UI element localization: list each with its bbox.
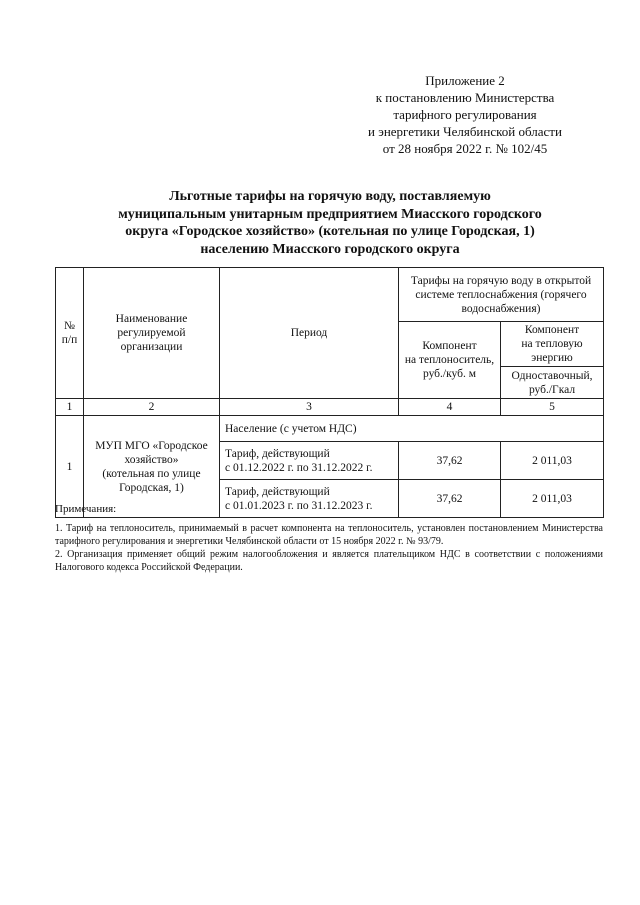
- row-num: 1: [56, 416, 84, 518]
- column-number: 1: [56, 399, 84, 416]
- appendix-header: [340, 72, 590, 157]
- column-number: 4: [399, 399, 501, 416]
- column-number: 3: [220, 399, 399, 416]
- note-item: 2. Организация применяет общий режим налогообложения и является плательщиком НДС в соответствии с положениями Налогового кодекса Российской Федерации.: [55, 549, 603, 573]
- column-numbers-row: [56, 399, 604, 416]
- notes-heading: Примечания:: [55, 503, 117, 515]
- carrier-value: 37,62: [399, 480, 501, 518]
- appendix-line: тарифного регулирования: [393, 107, 537, 122]
- table-row: [56, 416, 604, 442]
- column-number: 5: [501, 399, 604, 416]
- header-num: № п/п: [56, 268, 84, 399]
- appendix-line: Приложение 2: [425, 73, 505, 88]
- header-period: Период: [220, 268, 399, 399]
- title-line: населению Миасского городского округа: [200, 241, 460, 257]
- notes-section: [55, 503, 603, 574]
- header-component-energy: Компонент на тепловую энергию: [501, 322, 604, 367]
- energy-value: 2 011,03: [501, 442, 604, 480]
- tariff-table: [55, 267, 604, 518]
- title-line: округа «Городское хозяйство» (котельная по улице Городская, 1): [125, 224, 535, 239]
- title-line: Льготные тарифы на горячую воду, поставляемую: [169, 189, 491, 204]
- header-component-carrier: Компонент на теплоноситель, руб./куб. м: [399, 322, 501, 399]
- header-organization: Наименование регулируемой организации: [84, 268, 220, 399]
- row-organization: МУП МГО «Городское хозяйство» (котельная по улице Городская, 1): [84, 416, 220, 518]
- row-group-label: Население (с учетом НДС): [220, 416, 604, 442]
- energy-value: 2 011,03: [501, 480, 604, 518]
- column-number: 2: [84, 399, 220, 416]
- title-line: муниципальным унитарным предприятием Миасского городского: [118, 206, 542, 222]
- period-label: Тариф, действующий с 01.12.2022 г. по 31.12.2022 г.: [220, 442, 399, 480]
- carrier-value: 37,62: [399, 442, 501, 480]
- note-item: 1. Тариф на теплоноситель, принимаемый в расчет компонента на теплоноситель, установлен постановлением Министерства тарифного регулирования и энергетики Челябинской области от 15 ноября 2022 г. № 93/79.: [55, 523, 603, 547]
- appendix-line: и энергетики Челябинской области: [368, 124, 562, 139]
- header-tariffs-group: Тарифы на горячую воду в открытой системе теплоснабжения (горячего водоснабжения): [399, 268, 604, 322]
- appendix-line: от 28 ноября 2022 г. № 102/45: [382, 141, 548, 156]
- document-title: [60, 188, 600, 258]
- period-label: Тариф, действующий с 01.01.2023 г. по 31.12.2023 г.: [220, 480, 399, 518]
- header-single-rate: Одноставочный, руб./Гкал: [501, 367, 604, 399]
- appendix-line: к постановлению Министерства: [375, 90, 555, 105]
